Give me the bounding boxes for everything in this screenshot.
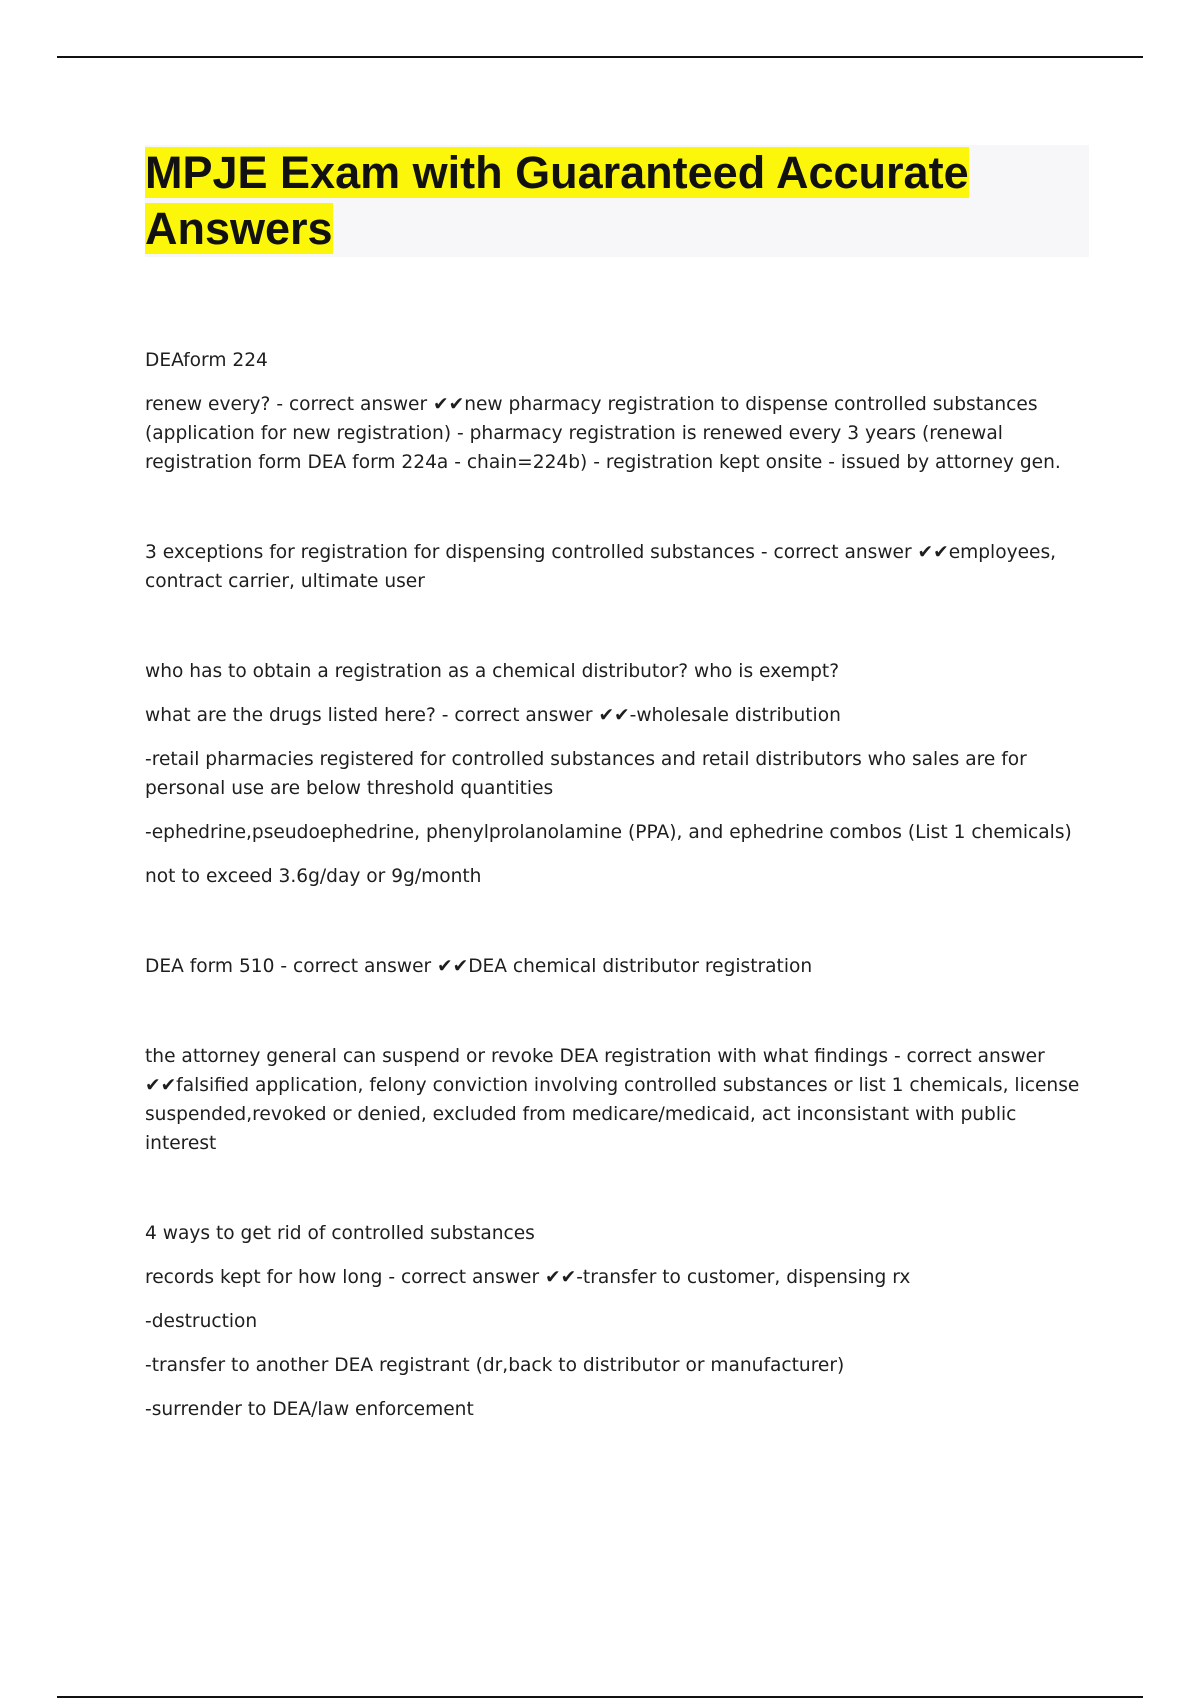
title-box (145, 145, 1089, 257)
question-text: DEAform 224 (145, 350, 268, 371)
qa-block (145, 538, 1085, 596)
question-text: 4 ways to get rid of controlled substances (145, 1223, 535, 1244)
title-line-2: Answers (145, 203, 333, 254)
title-line-1: MPJE Exam with Guaranteed Accurate (145, 147, 969, 198)
qa-block (145, 952, 1085, 981)
qa-block (145, 1219, 1085, 1424)
answer-text: not to exceed 3.6g/day or 9g/month (145, 866, 482, 887)
page-title (145, 145, 1089, 257)
qa-block (145, 346, 1085, 477)
qa-block (145, 1042, 1085, 1158)
bottom-rule (57, 1696, 1143, 1698)
answer-text: -transfer to another DEA registrant (dr,back to distributor or manufacturer) (145, 1355, 845, 1376)
top-rule (57, 56, 1143, 58)
qa-block (145, 657, 1085, 891)
answer-text: DEA form 510 - correct answer ✔✔DEA chemical distributor registration (145, 956, 813, 977)
document-body (145, 346, 1085, 1424)
answer-text: -surrender to DEA/law enforcement (145, 1399, 474, 1420)
answer-text: -ephedrine,pseudoephedrine, phenylprolanolamine (PPA), and ephedrine combos (List 1 chemicals) (145, 822, 1072, 843)
answer-text: 3 exceptions for registration for dispensing controlled substances - correct answer ✔✔employees, contract carrier, ultimate user (145, 542, 1057, 592)
answer-text: -destruction (145, 1311, 258, 1332)
answer-text: -retail pharmacies registered for controlled substances and retail distributors who sales are for personal use are below threshold quantities (145, 749, 1027, 799)
answer-text: what are the drugs listed here? - correct answer ✔✔-wholesale distribution (145, 705, 841, 726)
question-text: who has to obtain a registration as a chemical distributor? who is exempt? (145, 661, 840, 682)
answer-text: records kept for how long - correct answer ✔✔-transfer to customer, dispensing rx (145, 1267, 911, 1288)
answer-text: the attorney general can suspend or revoke DEA registration with what findings - correct answer ✔✔falsified application, felony conviction involving controlled substances or list 1 chemicals, license suspended,revoked or denied, excluded from medicare/medicaid, act inconsistant with public interest (145, 1046, 1080, 1154)
answer-text: renew every? - correct answer ✔✔new pharmacy registration to dispense controlled substances (application for new registration) - pharmacy registration is renewed every 3 years (renewal registration form DEA form 224a - chain=224b) - registration kept onsite - issued by attorney gen. (145, 394, 1061, 473)
